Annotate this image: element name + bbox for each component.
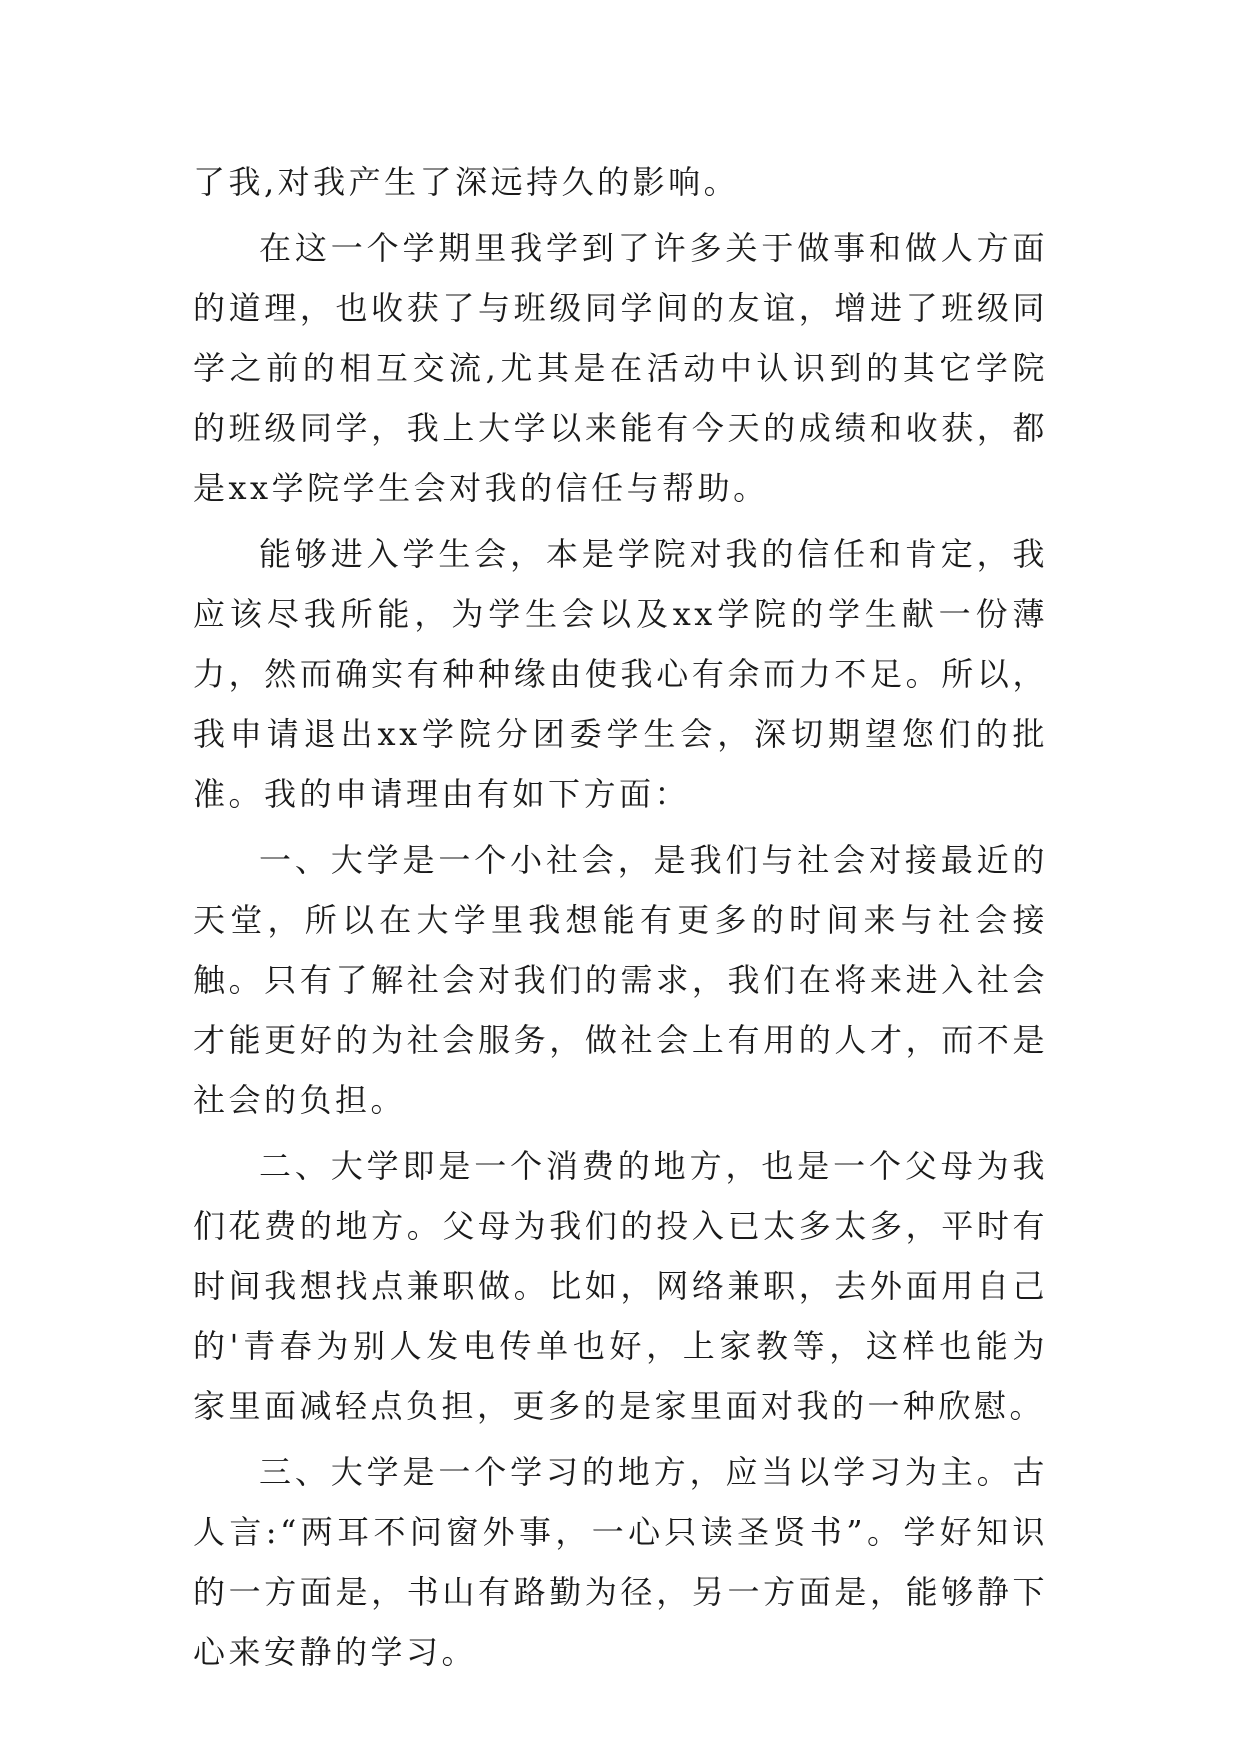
paragraph-6: 三、大学是一个学习的地方，应当以学习为主。古人言:“两耳不问窗外事，一心只读圣贤书”。学好知识的一方面是，书山有路勤为径，另一方面是，能够静下心来安静的学习。 — [193, 1453, 1048, 1671]
paragraph-2: 在这一个学期里我学到了许多关于做事和做人方面的道理，也收获了与班级同学间的友谊，增进了班级同学之前的相互交流,尤其是在活动中认识到的其它学院的班级同学，我上大学以来能有今天的成绩和收获，都是xx学院学生会对我的信任与帮助。 — [193, 229, 1048, 507]
document-body — [193, 152, 1048, 1688]
paragraph-3: 能够进入学生会，本是学院对我的信任和肯定，我应该尽我所能，为学生会以及xx学院的学生献一份薄力，然而确实有种种缘由使我心有余而力不足。所以，我申请退出xx学院分团委学生会，深切期望您们的批准。我的申请理由有如下方面： — [193, 535, 1048, 813]
paragraph-1: 了我,对我产生了深远持久的影响。 — [193, 163, 740, 201]
paragraph-5: 二、大学即是一个消费的地方，也是一个父母为我们花费的地方。父母为我们的投入已太多太多，平时有时间我想找点兼职做。比如，网络兼职，去外面用自己的'青春为别人发电传单也好，上家教等，这样也能为家里面减轻点负担，更多的是家里面对我的一种欣慰。 — [193, 1147, 1048, 1425]
paragraph-4: 一、大学是一个小社会，是我们与社会对接最近的天堂，所以在大学里我想能有更多的时间来与社会接触。只有了解社会对我们的需求，我们在将来进入社会才能更好的为社会服务，做社会上有用的人才，而不是社会的负担。 — [193, 841, 1048, 1119]
